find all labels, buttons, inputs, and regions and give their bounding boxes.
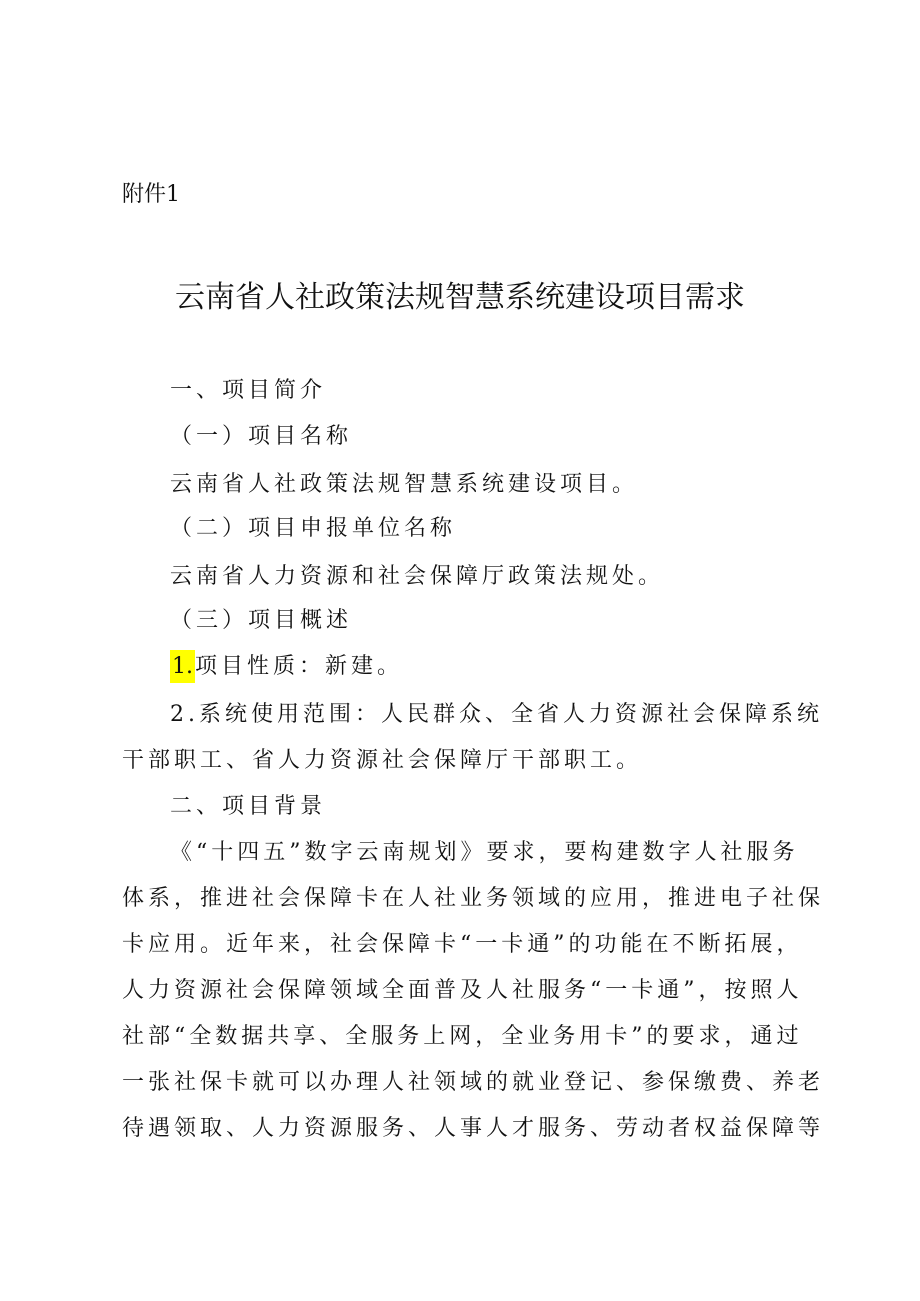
section-1-3-heading: （三）项目概述: [170, 608, 353, 633]
background-paragraph-line: 待遇领取、人力资源服务、人事人才服务、劳动者权益保障等: [122, 1116, 825, 1141]
section-1-heading: 一、项目简介: [170, 378, 327, 403]
overview-item-1: [170, 652, 403, 682]
section-1-2-heading: （二）项目申报单位名称: [170, 516, 457, 541]
background-paragraph-line: 一张社保卡就可以办理人社领域的就业登记、参保缴费、养老: [122, 1070, 825, 1095]
background-paragraph-line: 《“十四五”数字云南规划》要求，要构建数字人社服务: [170, 840, 799, 865]
section-1-2-body: 云南省人力资源和社会保障厅政策法规处。: [170, 564, 665, 589]
background-paragraph-line: 卡应用。近年来，社会保障卡“一卡通”的功能在不断拓展，: [122, 932, 803, 957]
background-paragraph-line: 体系，推进社会保障卡在人社业务领域的应用，推进电子社保: [122, 886, 825, 911]
section-1-1-body: 云南省人社政策法规智慧系统建设项目。: [170, 472, 639, 497]
section-1-1-heading: （一）项目名称: [170, 424, 353, 449]
overview-item-1-text: 项目性质：新建。: [195, 654, 404, 679]
page-title: 云南省人社政策法规智慧系统建设项目需求: [175, 280, 745, 315]
background-paragraph-line: 社部“全数据共享、全服务上网，全业务用卡”的要求，通过: [122, 1024, 803, 1049]
attachment-label: 附件1: [122, 182, 180, 207]
background-paragraph-line: 人力资源社会保障领域全面普及人社服务“一卡通”，按照人: [122, 978, 803, 1003]
section-2-heading: 二、项目背景: [170, 794, 327, 819]
highlighted-item-number: 1.: [170, 650, 195, 683]
overview-item-2-line-2: 干部职工、省人力资源社会保障厅干部职工。: [122, 748, 643, 773]
overview-item-2-line-1: 2.系统使用范围：人民群众、全省人力资源社会保障系统: [170, 702, 823, 727]
